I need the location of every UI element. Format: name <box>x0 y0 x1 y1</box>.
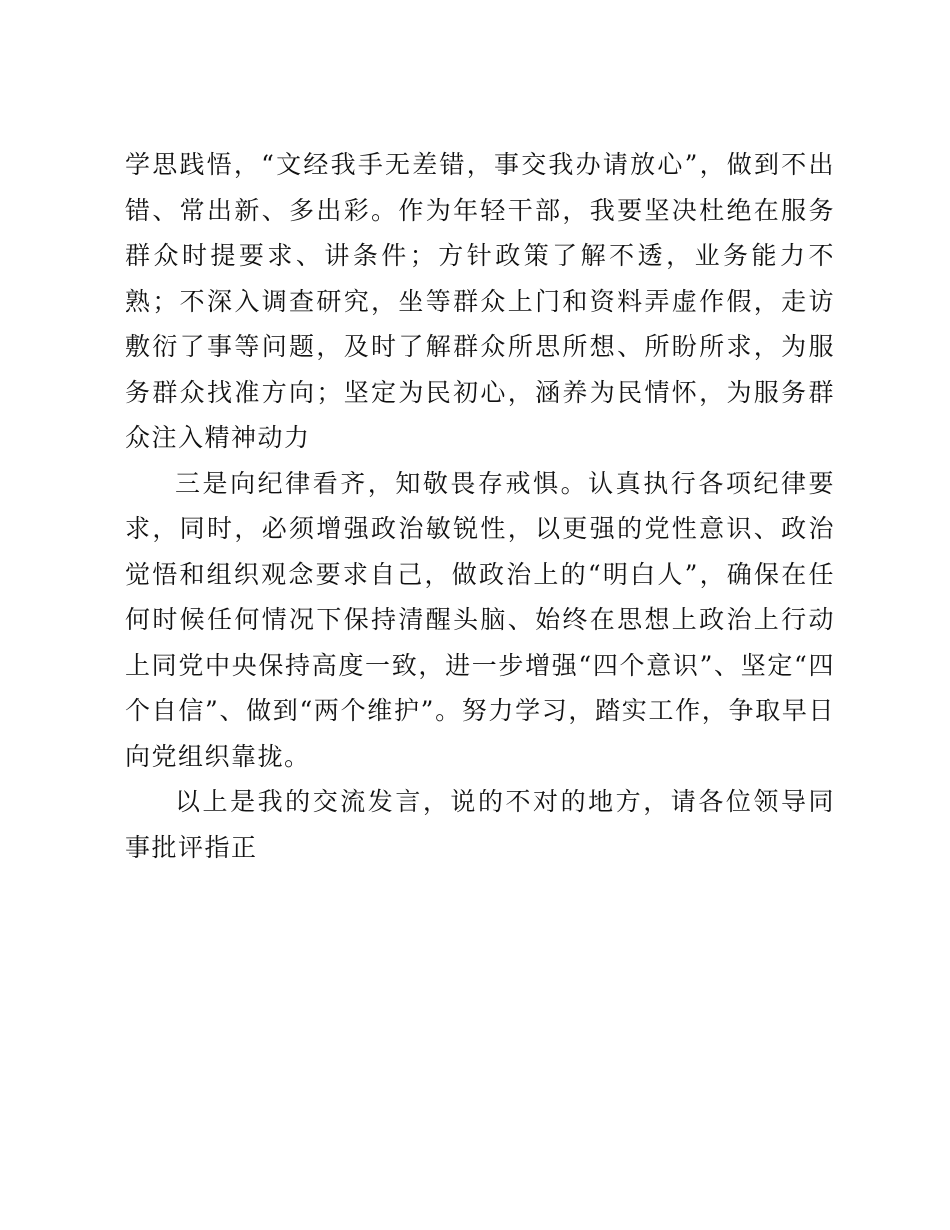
document-body <box>125 142 835 870</box>
paragraph-closing: 以上是我的交流发言，说的不对的地方，请各位领导同事批评指正 <box>125 787 835 862</box>
paragraph-continuation: 学思践悟，“文经我手无差错，事交我办请放心”，做到不出错、常出新、多出彩。作为年轻干部，我要坚决杜绝在服务群众时提要求、讲条件；方针政策了解不透，业务能力不熟；不深入调查研究，坐等群众上门和资料弄虚作假，走访敷衍了事等问题，及时了解群众所思所想、所盼所求，为服务群众找准方向；坚定为民初心，涵养为民情怀，为服务群众注入精神动力 <box>125 150 835 452</box>
paragraph-discipline: 三是向纪律看齐，知敬畏存戒惧。认真执行各项纪律要求，同时，必须增强政治敏锐性，以更强的党性意识、政治觉悟和组织观念要求自己，做政治上的“明白人”，确保在任何时候任何情况下保持清醒头脑、始终在思想上政治上行动上同党中央保持高度一致，进一步增强“四个意识”、坚定“四个自信”、做到“两个维护”。努力学习，踏实工作，争取早日向党组织靠拢。 <box>125 468 835 771</box>
